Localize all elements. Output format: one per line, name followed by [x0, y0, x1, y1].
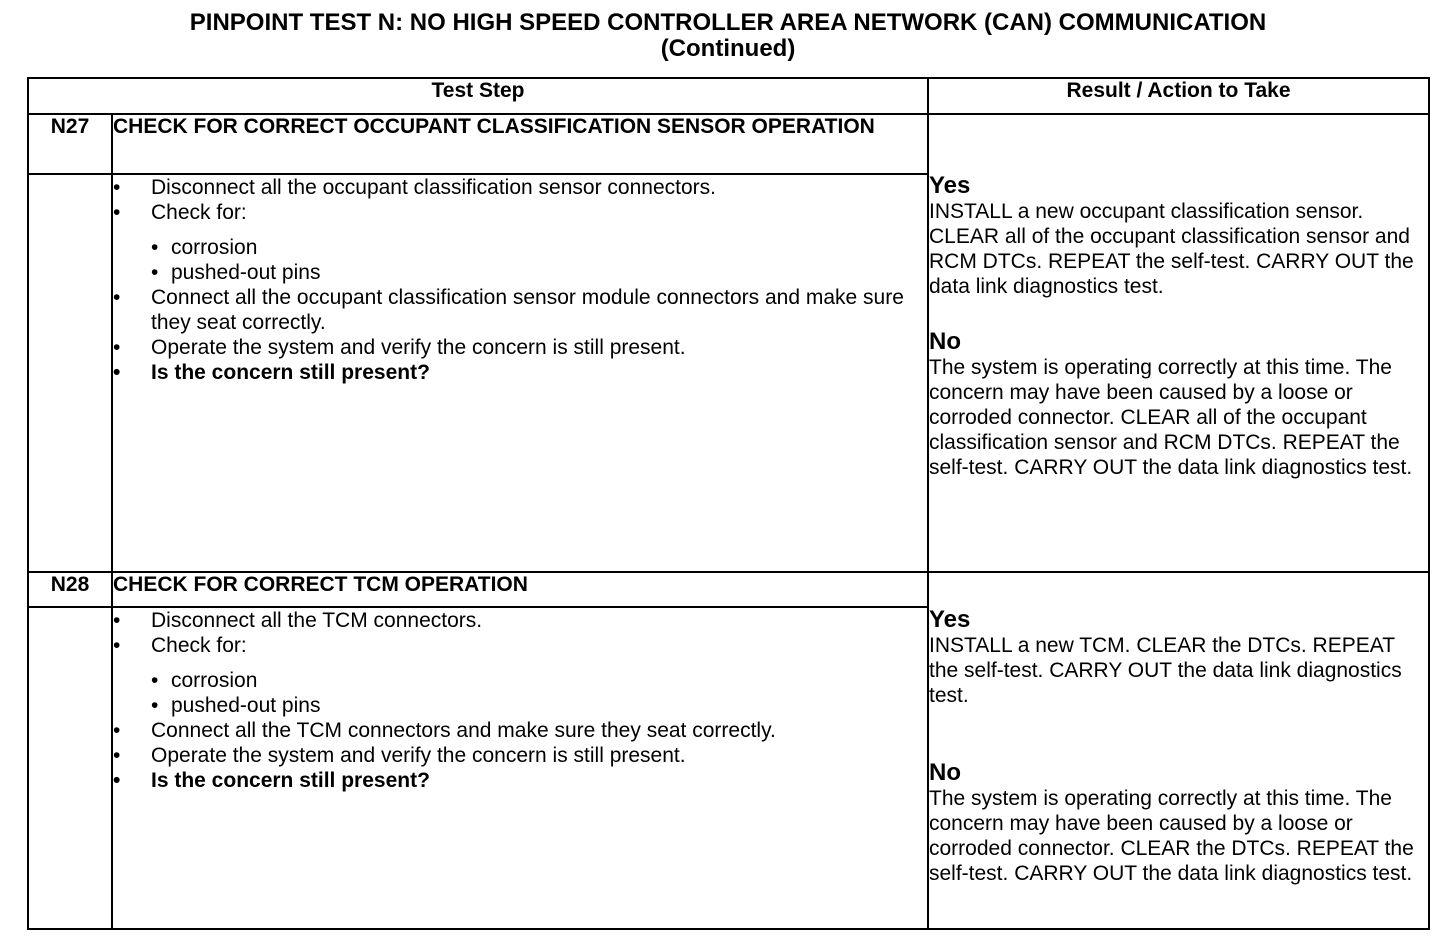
list-item-question: • Is the concern still present? — [113, 768, 927, 793]
list-item: • Connect all the TCM connectors and make sure they seat correctly. — [113, 718, 927, 743]
no-action: The system is operating correctly at this time. The concern may have been caused by a loose or corroded connector. CLEAR the DTCs. REPEAT the self-test. CARRY OUT the data link diagnostics test. — [929, 787, 1414, 885]
step-id-blank — [28, 607, 112, 929]
list-item-text: Check for: — [151, 634, 247, 657]
list-item: • Disconnect all the TCM connectors. — [113, 608, 927, 633]
list-item: • Connect all the occupant classification sensor module connectors and make sure they seat correctly. — [113, 285, 927, 335]
yes-action: INSTALL a new occupant classification sensor. CLEAR all of the occupant classification sensor and RCM DTCs. REPEAT the self-test. CARRY OUT the data link diagnostics test. — [929, 200, 1414, 298]
title-line-2: (Continued) — [660, 35, 796, 62]
header-test-step: Test Step — [28, 78, 928, 114]
table-row — [28, 572, 1429, 607]
no-action: The system is operating correctly at this time. The concern may have been caused by a loose or corroded connector. CLEAR all of the occupant classification sensor and RCM DTCs. REPEAT the self-test. CARRY OUT the data link diagnostics test. — [929, 356, 1413, 479]
list-item — [113, 633, 927, 718]
list-item-text: Check for: — [151, 201, 247, 224]
sub-list-item: • corrosion — [151, 235, 927, 260]
no-label: No — [929, 759, 961, 786]
yes-label: Yes — [929, 606, 971, 633]
step-instructions — [112, 174, 928, 572]
list-item — [113, 200, 927, 285]
list-item: • Operate the system and verify the concern is still present. — [113, 743, 927, 768]
list-item: • Operate the system and verify the concern is still present. — [113, 335, 927, 360]
sub-list-item: • pushed-out pins — [151, 260, 927, 285]
sub-list-item: • corrosion — [151, 668, 927, 693]
yes-label: Yes — [929, 172, 971, 199]
step-id-blank — [28, 174, 112, 572]
step-instructions — [112, 607, 928, 929]
list-item: • Disconnect all the occupant classification sensor connectors. — [113, 175, 927, 200]
no-label: No — [929, 328, 961, 355]
table-row — [28, 114, 1429, 174]
table-header-row — [28, 78, 1429, 114]
document-title — [0, 10, 1456, 62]
title-line-1: PINPOINT TEST N: NO HIGH SPEED CONTROLLER AREA NETWORK (CAN) COMMUNICATION — [189, 9, 1267, 36]
list-item-question: • Is the concern still present? — [113, 360, 927, 385]
step-title: CHECK FOR CORRECT OCCUPANT CLASSIFICATION SENSOR OPERATION — [112, 114, 928, 174]
result-cell — [928, 572, 1429, 929]
header-result: Result / Action to Take — [928, 78, 1429, 114]
sub-list-item: • pushed-out pins — [151, 693, 927, 718]
result-cell — [928, 114, 1429, 572]
yes-action: INSTALL a new TCM. CLEAR the DTCs. REPEAT the self-test. CARRY OUT the data link diagnostics test. — [929, 634, 1402, 707]
pinpoint-test-table — [27, 77, 1430, 930]
step-id: N28 — [28, 572, 112, 607]
step-id: N27 — [28, 114, 112, 174]
step-title: CHECK FOR CORRECT TCM OPERATION — [112, 572, 928, 607]
